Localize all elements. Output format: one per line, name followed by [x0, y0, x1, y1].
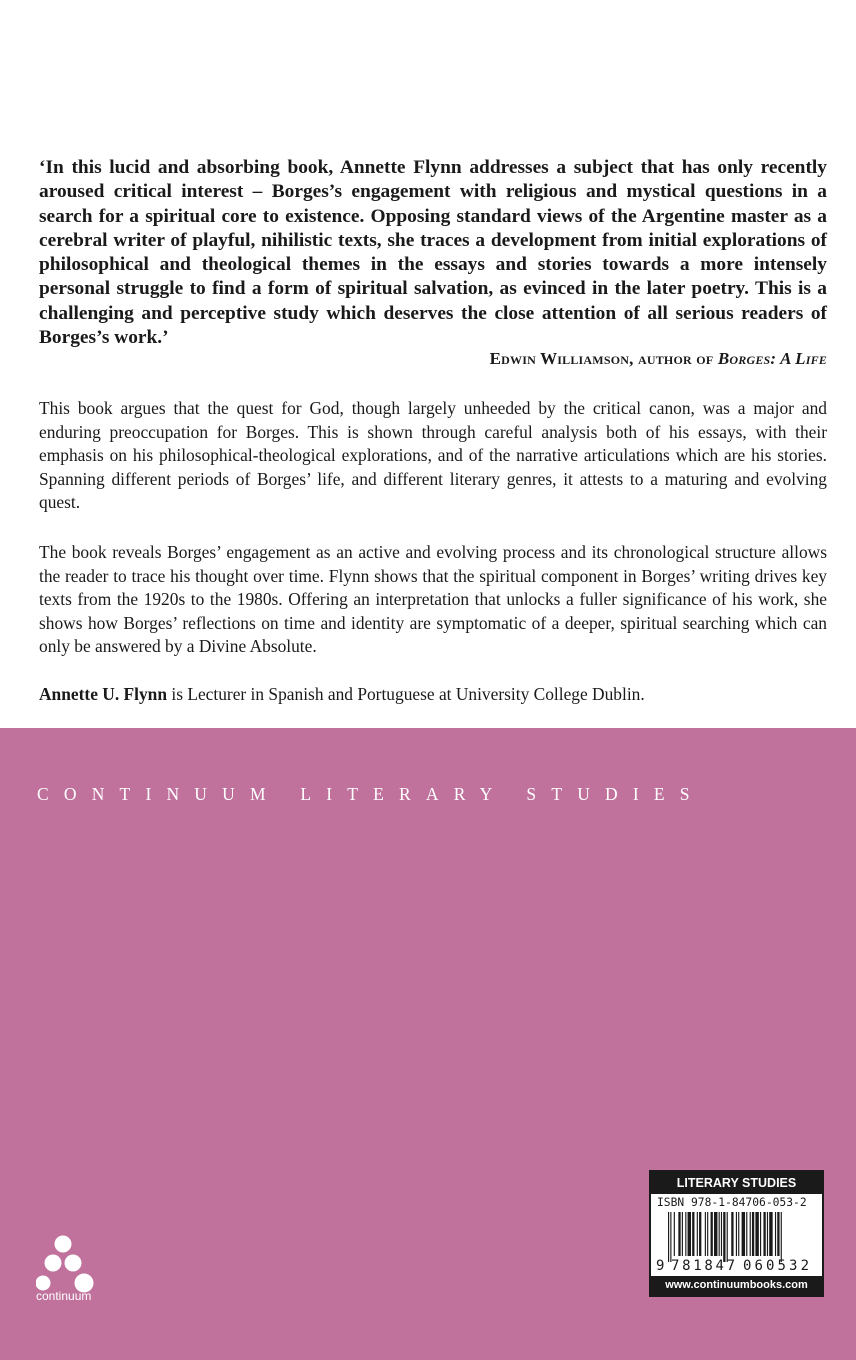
- barcode-bar: [699, 1212, 701, 1256]
- barcode-panel: [649, 1170, 824, 1297]
- author-bio: [39, 682, 827, 706]
- barcode-bar: [674, 1212, 675, 1256]
- barcode-bar: [668, 1212, 669, 1262]
- barcode-bar: [692, 1212, 694, 1256]
- barcode-bar: [705, 1212, 706, 1256]
- publisher-name: continuum: [36, 1289, 92, 1303]
- barcode-bar: [719, 1212, 720, 1256]
- barcode-bar: [777, 1212, 779, 1256]
- barcode-bar: [685, 1212, 686, 1256]
- barcode-bar: [742, 1212, 745, 1256]
- description-paragraph-1: This book argues that the quest for God, though largely unheeded by the critical canon, was a major and enduring preoccupation for Borges. This is shown through careful analysis both of his essays, with their emphasis on his philosophical-theological explorations, and of the narrative articulations which are his stories. Spanning different periods of Borges’ life, and different literary genres, it attests to a maturing and evolving quest.: [39, 398, 827, 513]
- series-title: CONTINUUM LITERARY STUDIES: [37, 784, 705, 804]
- barcode-bar: [781, 1212, 782, 1262]
- barcode-bar: [678, 1212, 680, 1256]
- barcode-digit-prefix: 9: [656, 1258, 665, 1272]
- barcode-category: LITERARY STUDIES: [651, 1172, 822, 1194]
- barcode-bar: [727, 1212, 728, 1262]
- barcode-graphic: [655, 1212, 819, 1272]
- isbn-label: ISBN 978-1-84706-053-2: [657, 1196, 807, 1209]
- barcode-bar: [736, 1212, 737, 1256]
- barcode-digits-right: 060532: [743, 1258, 809, 1272]
- publisher-url: www.continuumbooks.com: [651, 1276, 822, 1295]
- barcode-bar: [682, 1212, 683, 1256]
- barcode-bar: [763, 1212, 765, 1256]
- series-band: [0, 728, 856, 1360]
- barcode-bar: [755, 1212, 758, 1256]
- attribution-book-title: Borges: A Life: [717, 349, 827, 368]
- barcode-bar: [731, 1212, 733, 1256]
- barcode-bar: [769, 1212, 772, 1256]
- description-paragraph-2: The book reveals Borges’ engagement as an active and evolving process and its chronological structure allows the reader to trace his thought over time. Flynn shows that the spiritual component in Borges’ writing drives key texts from the 1920s to the 1980s. Offering an interpretation that unlocks a fuller significance of his work, she shows how Borges’ reflections on time and identity are symptomatic of a deeper, spiritual searching which can only be answered by a Divine Absolute.: [39, 542, 827, 657]
- barcode-bar: [767, 1212, 768, 1256]
- barcode-bar: [760, 1212, 761, 1256]
- author-name: Annette U. Flynn: [39, 684, 168, 704]
- barcode-bar: [738, 1212, 739, 1256]
- barcode-bar: [711, 1212, 713, 1256]
- barcode-bar: [721, 1212, 722, 1256]
- barcode-digits-left: 781847: [671, 1258, 735, 1272]
- author-bio-text: is Lecturer in Spanish and Portuguese at University College Dublin.: [167, 684, 645, 704]
- barcode-bar: [746, 1212, 747, 1256]
- endorsement-quote: ‘In this lucid and absorbing book, Annette Flynn addresses a subject that has only recently aroused critical interest – Borges’s engagement with religious and mystical questions in a search for a spiritual core to existence. Opposing standard views of the Argentine master as a cerebral writer of playful, nihilistic texts, she traces a development from initial explorations of philosophical and theological themes in the essays and stories towards a more intensely personal struggle to find a form of spiritual salvation, as evinced in the later poetry. This is a challenging and perceptive study which deserves the close attention of all serious readers of Borges’s work.’: [39, 157, 827, 349]
- barcode-bar: [752, 1212, 754, 1256]
- barcode-bar: [750, 1212, 751, 1256]
- barcode-bar: [688, 1212, 691, 1256]
- barcode-bar: [670, 1212, 671, 1262]
- quote-attribution: [490, 347, 827, 371]
- barcode-bar: [723, 1212, 725, 1262]
- barcode-bar: [775, 1212, 776, 1256]
- barcode-bar: [707, 1212, 708, 1256]
- attribution-name: Edwin Williamson, author of: [489, 349, 714, 368]
- barcode-bar: [697, 1212, 698, 1256]
- barcode-bar: [714, 1212, 717, 1256]
- barcode-bars: [668, 1212, 782, 1262]
